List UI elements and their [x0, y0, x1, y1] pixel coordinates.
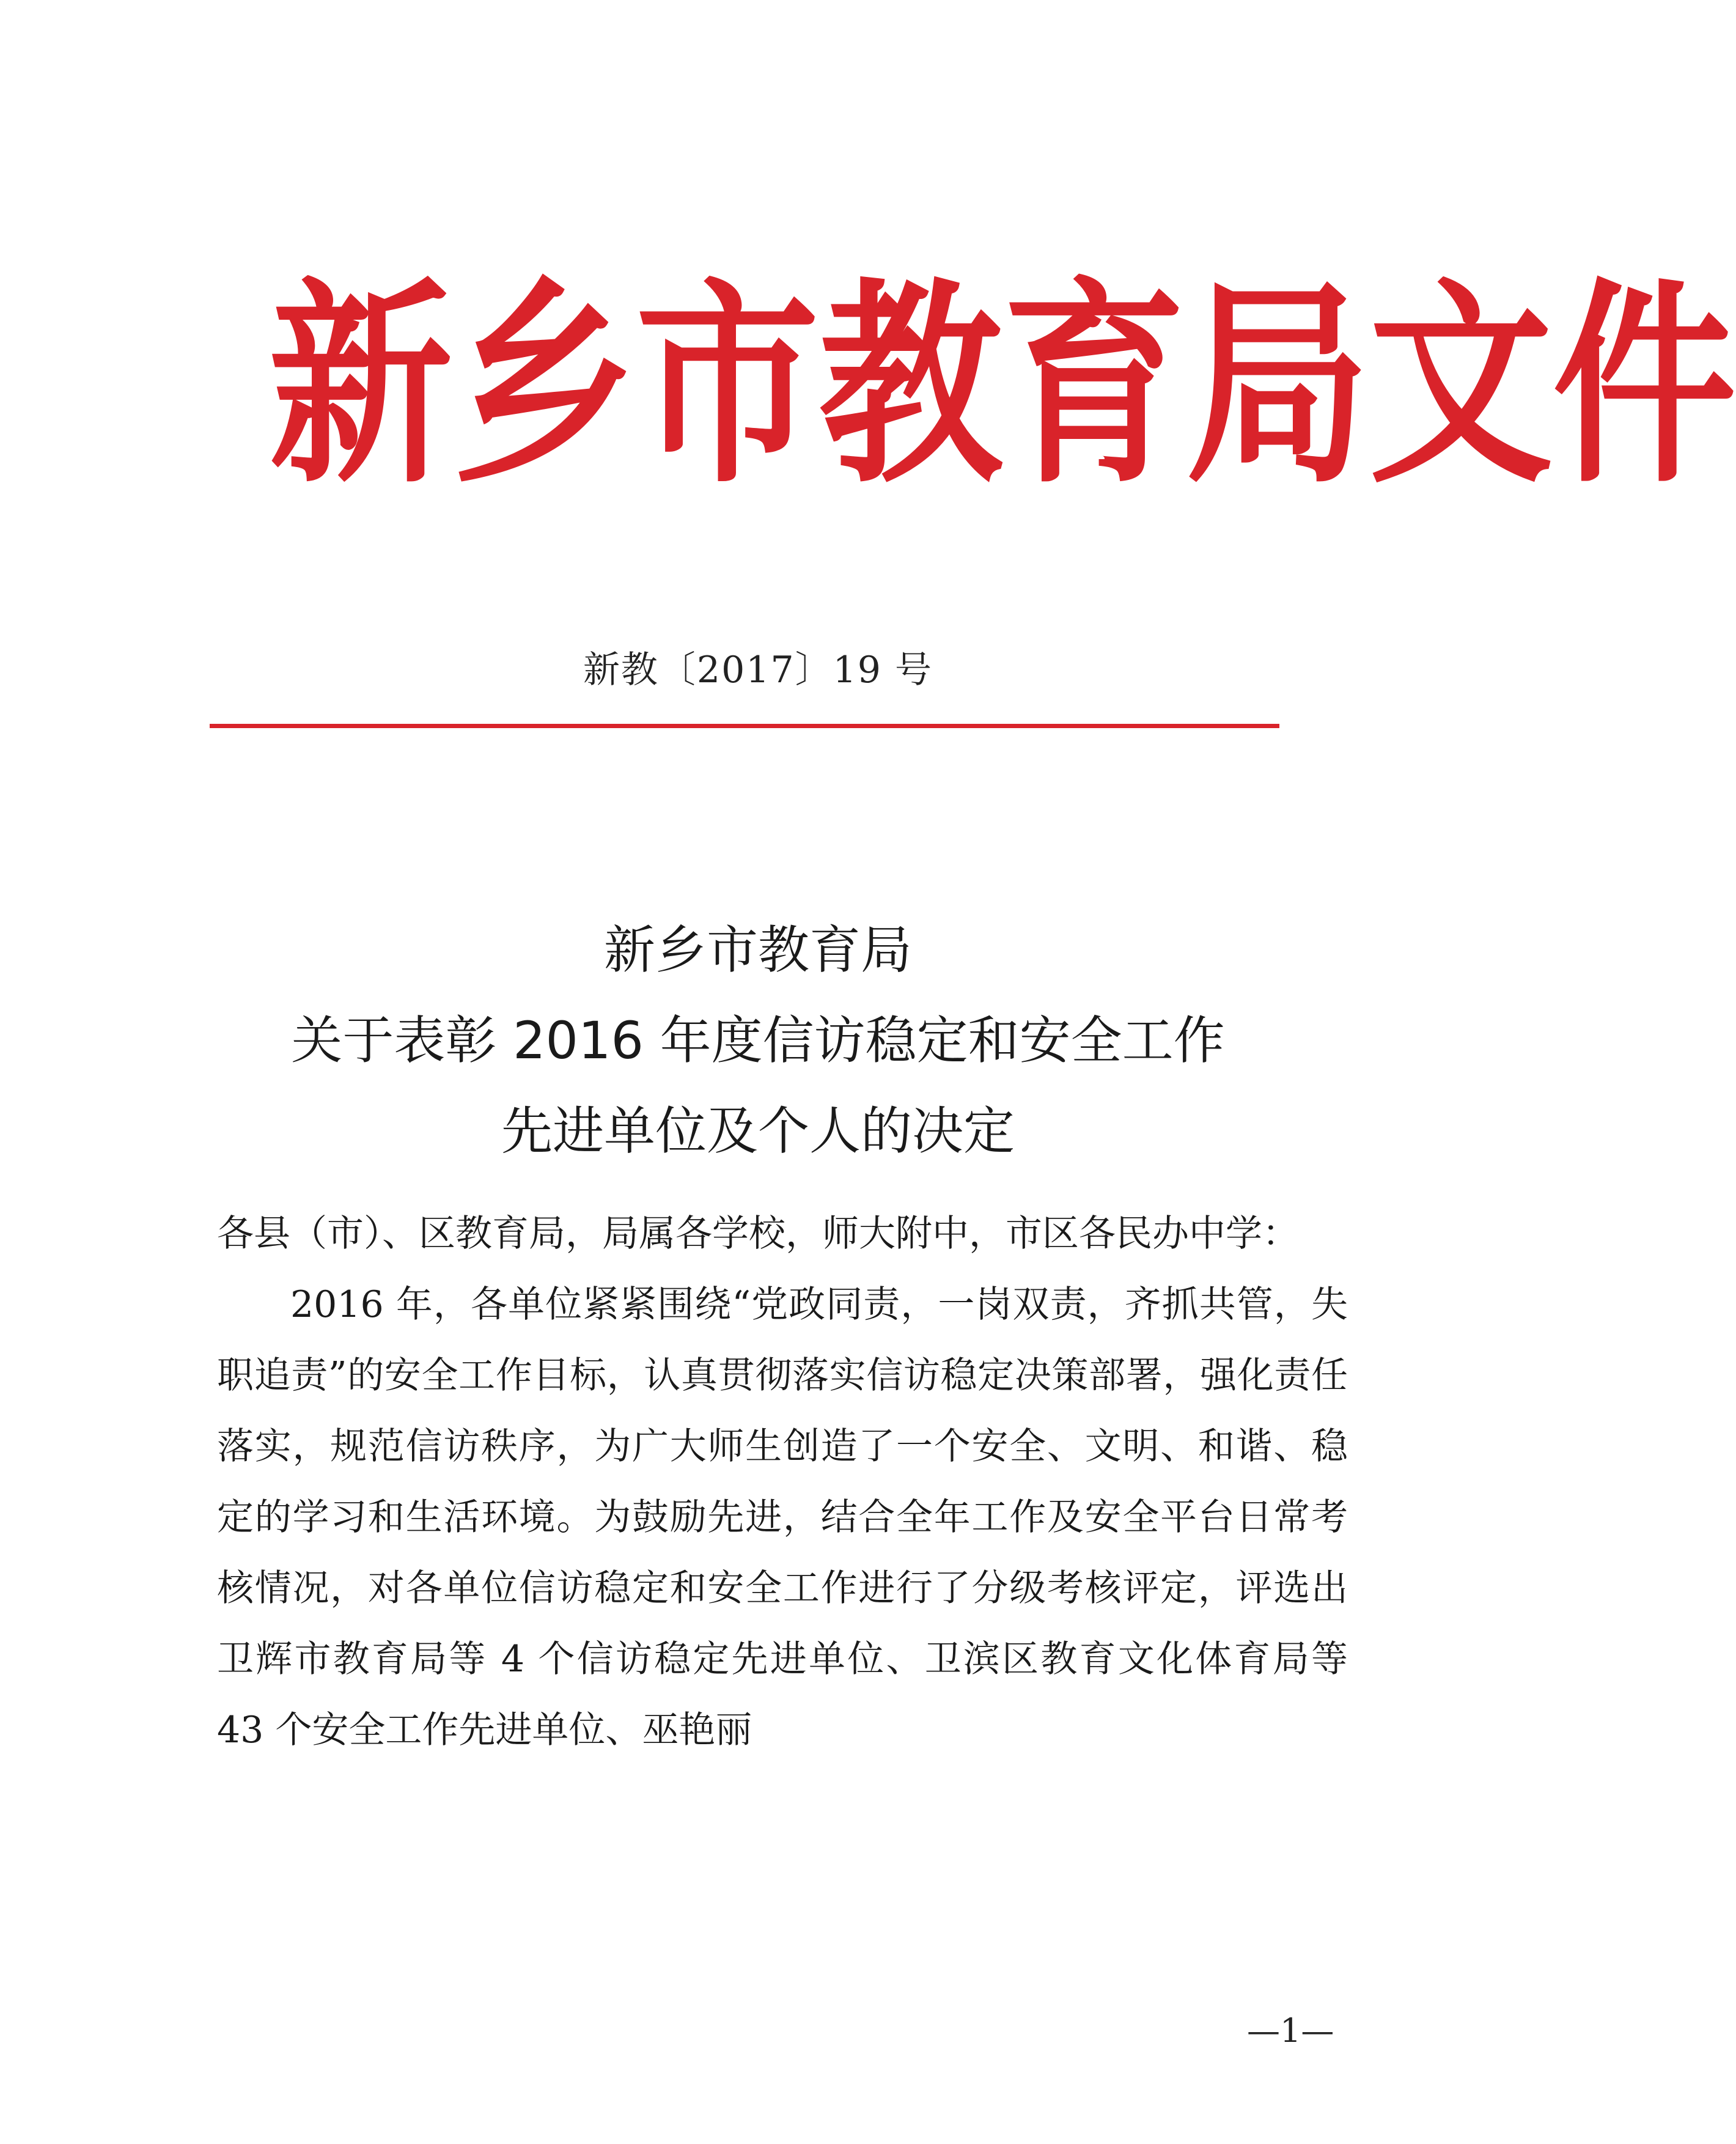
page-number: —1— — [1247, 2011, 1334, 2050]
masthead-char: 件 — [1553, 257, 1736, 512]
title-line-1: 新乡市教育局 — [603, 920, 912, 980]
title-line-2: 关于表彰 2016 年度信访稳定和安全工作 — [291, 1011, 1225, 1070]
document-number: 新教〔2017〕19 号 — [583, 649, 933, 691]
salutation: 各县（市）、区教育局，局属各学校，师大附中，市区各民办中学： — [217, 1212, 1299, 1255]
masthead-char: 新 — [269, 257, 452, 512]
masthead-title — [269, 234, 1736, 537]
red-divider-line — [210, 724, 1279, 728]
body-paragraph: 2016 年，各单位紧紧围绕“党政同责，一岗双责，齐抓共管，失职追责”的安全工作目标，认真贯彻落实信访稳定决策部署，强化责任落实，规范信访秩序，为广大师生创造了一个安全、文明、和谐、稳定的学习和生活环境。为鼓励先进，结合全年工作及安全平台日常考核情况，对各单位信访稳定和安全工作进行了分级考核评定，评选出卫辉市教育局等 4 个信访稳定先进单位、卫滨区教育文化体育局等 43 个安全工作先进单位、巫艳丽 — [217, 1283, 1348, 1752]
masthead-char: 育 — [1002, 257, 1186, 512]
title-line-3: 先进单位及个人的决定 — [501, 1101, 1015, 1161]
masthead-char: 乡 — [452, 257, 636, 512]
document-title — [0, 905, 1516, 1176]
masthead-char: 文 — [1369, 257, 1553, 512]
document-body — [217, 1198, 1348, 1766]
masthead-char: 局 — [1186, 257, 1369, 512]
masthead-char: 市 — [636, 257, 819, 512]
masthead-char: 教 — [819, 257, 1002, 512]
